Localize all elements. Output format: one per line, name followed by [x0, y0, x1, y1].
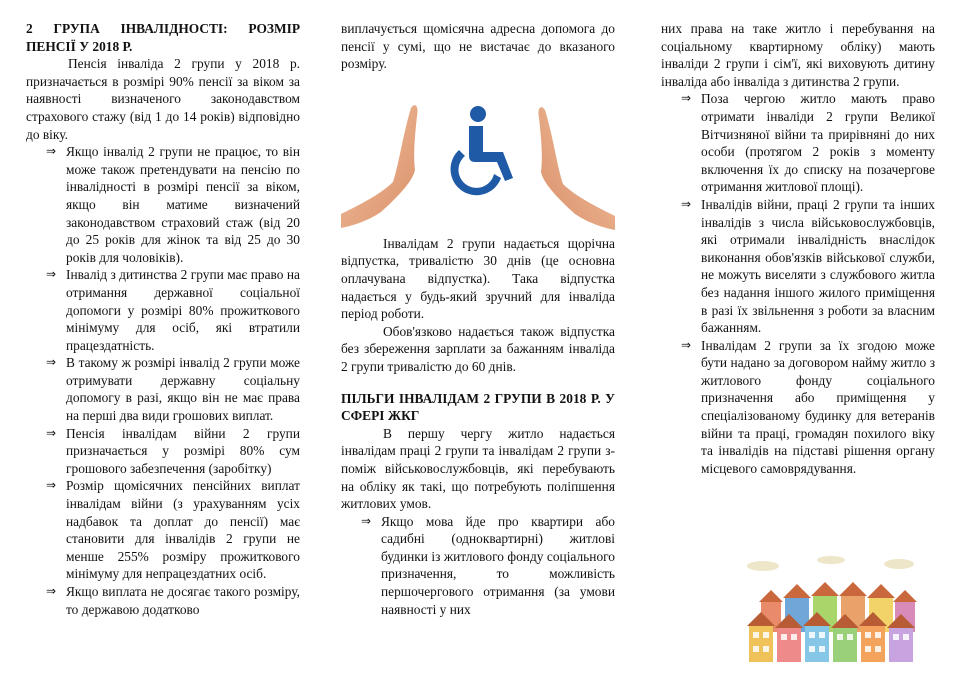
column-2: [341, 0, 615, 618]
arrow-icon: ⇒: [46, 267, 57, 282]
list-item: ⇒ Інвалід з дитинства 2 групи має право на отримання державної соціальної допомоги у розмірі 80% прожиткового мінімуму для осіб, які втратили працездатність.: [46, 267, 300, 353]
housing-bullets-continued: [661, 90, 935, 477]
arrow-icon: ⇒: [681, 196, 692, 211]
houses-illustration: [741, 552, 921, 664]
arrow-icon: ⇒: [46, 584, 57, 598]
housing-bullets: [341, 513, 615, 619]
unpaid-vacation-paragraph: Обов'язково надається також відпустка без збереження зарплати за бажанням інваліда 2 групи тривалістю до 60 днів.: [341, 323, 615, 374]
housing-paragraph: В першу чергу житло надається інвалідам праці 2 групи та інвалідам 2 групи з-поміж військовослужбовців, які перебувають на обліку як такі, що потребують поліпшення житлових умов.: [341, 425, 615, 512]
arrow-icon: ⇒: [46, 478, 57, 493]
vacation-paragraph: Інвалідам 2 групи надається щорічна відпустка, тривалістю 30 днів (це основна оплачувана відпустка). Така відпустка надається у будь-який зручний для інваліда період роботи.: [341, 235, 615, 322]
list-item: ⇒ Якщо інвалід 2 групи не працює, то він може також претендувати на пенсію по інвалідності в розмірі пенсії за віком, якщо він матиме визначений законодавством страховий стаж (від 20 до 25 років для жінок та від 25 до 30 років для чоловіків).: [46, 144, 300, 265]
wheelchair-hands-illustration: [341, 94, 615, 230]
list-item: ⇒ Розмір щомісячних пенсійних виплат інвалідам війни (з урахуванням усіх надбавок та доплат до пенсії) має становити для інвалідів 2 групи не менше 255% розміру прожиткового мінімуму для непрацездатних осіб.: [46, 478, 300, 582]
list-item: ⇒ Інвалідів війни, праці 2 групи та інших інвалідів з числа військовослужбовців, які отримали інвалідність внаслідок виконання обов'язків військової служби, не можуть виселяти з службового житла без надання іншого жилого приміщення в разі їх звільнення з роботи за власним бажанням.: [681, 196, 935, 336]
arrow-icon: ⇒: [46, 425, 57, 440]
arrow-icon: ⇒: [681, 337, 692, 352]
continued-text: виплачується щомісячна адресна допомога до пенсії у сумі, що не вистачає до вказаного розміру.: [341, 21, 615, 72]
column-3: [661, 0, 935, 477]
list-item: ⇒ Якщо мова йде про квартири або садибні (одноквартирні) житлові будинки із житлового фонду соціального призначення, то можливість першочергового отримання (за умови наявності у них: [361, 513, 615, 617]
arrow-icon: ⇒: [46, 355, 57, 370]
arrow-icon: ⇒: [361, 513, 372, 528]
pension-bullets: [26, 143, 300, 618]
heading-pension: 2 ГРУПА ІНВАЛІДНОСТІ: РОЗМІР ПЕНСІЇ У 2018 Р.: [26, 21, 300, 54]
continued-text: них права на таке житло і перебування на соціальному квартирному обліку) мають інваліди 2 групи і сім'ї, які виховують дитину інваліда або інваліда з дитинства 2 групи.: [661, 21, 935, 89]
list-item: ⇒ Якщо виплата не досягає такого розміру, то державою додатково: [46, 584, 300, 617]
arrow-icon: ⇒: [681, 91, 692, 106]
pension-intro: Пенсія інваліда 2 групи у 2018 р. призначається в розмірі 90% пенсії за віком за наявності визначеного законодавством страхового стажу (від 1 до 14 років) відповідно до віку.: [26, 56, 300, 142]
column-1: [26, 0, 300, 618]
list-item: ⇒ Поза чергою житло мають право отримати інваліди 2 групи Великої Вітчизняної війни та прирівняні до них особи (протягом 2 років з моменту включення їх до списку на позачергове отримання житлової площі).: [681, 91, 935, 195]
arrow-icon: ⇒: [46, 144, 57, 159]
list-item: ⇒ В такому ж розмірі інвалід 2 групи може отримувати державну соціальну допомогу в разі, якщо він не має права на перші два види грошових виплат.: [46, 355, 300, 424]
list-item: ⇒ Пенсія інвалідам війни 2 групи призначається у розмірі 80% сум грошового забезпечення (заробітку): [46, 425, 300, 476]
list-item: ⇒ Інвалідам 2 групи за їх згодою може бути надано за договором найму житло з житлового фонду соціального призначення або приміщення у спеціалізованому будинку для ветеранів війни та праці, громадян похилого віку та інвалідів на підставі рішення органу місцевого самоврядування.: [681, 337, 935, 476]
heading-housing: ПІЛЬГИ ІНВАЛІДАМ 2 ГРУПИ В 2018 Р. У СФЕРІ ЖКГ: [341, 390, 615, 424]
